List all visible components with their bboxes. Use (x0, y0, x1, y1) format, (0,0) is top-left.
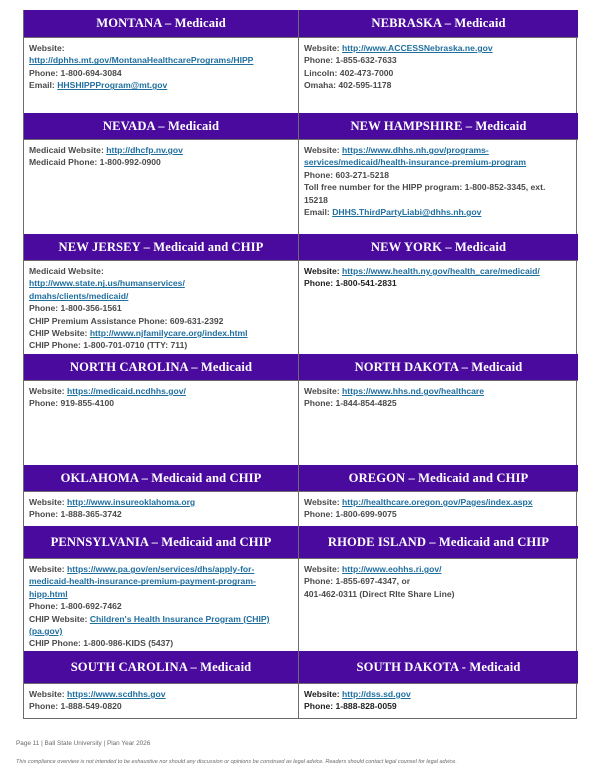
website-link[interactable]: http://dphhs.mt.gov/MontanaHealthcarePrograms/HIPP (29, 55, 254, 66)
website-link[interactable]: http://dhcfp.nv.gov (106, 145, 183, 155)
chip-phone: CHIP Phone: 1-800-986-KIDS (5437) (29, 638, 174, 649)
website-label: Website: (29, 386, 68, 396)
phone-text: Phone: 1-888-549-0820 (29, 701, 122, 712)
state-header: NEW YORK – Medicaid (299, 234, 578, 261)
website-label: Website: (29, 689, 68, 699)
website-label: Website: (29, 564, 68, 574)
state-card-montana (24, 10, 299, 113)
phone-text: Medicaid Phone: 1-800-992-0900 (29, 157, 161, 168)
email-link[interactable]: HHSHIPPProgram@mt.gov (57, 80, 168, 91)
phone-text: Phone: 919-855-4100 (29, 398, 115, 409)
state-header: OKLAHOMA – Medicaid and CHIP (24, 465, 298, 492)
email-label: Email: (29, 80, 58, 91)
chip-website-link[interactable]: http://www.njfamilycare.org/index.html (89, 328, 248, 339)
state-card-south-dakota (299, 651, 578, 718)
website-link[interactable]: https://medicaid.ncdhhs.gov/ (67, 386, 186, 396)
state-header: NEBRASKA – Medicaid (299, 10, 578, 38)
phone-omaha: Omaha: 402-595-1178 (304, 80, 392, 91)
chip-website-link[interactable]: Children's Health Insurance Program (CHIP) (89, 613, 270, 624)
state-details (299, 559, 578, 651)
state-header: MONTANA – Medicaid (24, 10, 298, 38)
state-card-new-jersey (24, 234, 299, 354)
phone-share-line: 401-462-0311 (Direct RIte Share Line) (304, 588, 455, 599)
state-header: SOUTH DAKOTA - Medicaid (299, 651, 578, 684)
website-link[interactable]: https://www.scdhhs.gov (67, 689, 166, 699)
website-link-continued[interactable]: services/medicaid/health-insurance-premium-program (304, 157, 527, 168)
website-label: Website: (304, 386, 343, 396)
website-label: Website: (304, 145, 343, 155)
website-label: Website: (304, 266, 343, 276)
website-link-continued[interactable]: medicaid-health-insurance-premium-payment-program- (29, 576, 256, 587)
website-link[interactable]: http://www.ACCESSNebraska.ne.gov (342, 43, 493, 53)
website-label: Website: (304, 564, 343, 574)
chip-website-label: CHIP Website: (29, 328, 90, 339)
toll-free-ext: 15218 (304, 194, 328, 205)
state-card-north-carolina (24, 354, 299, 465)
website-link-continued[interactable]: dmahs/clients/medicaid/ (29, 290, 129, 301)
website-link[interactable]: http://healthcare.oregon.gov/Pages/index.aspx (342, 497, 533, 507)
phone-text: Phone: 1-844-854-4825 (304, 398, 397, 409)
state-card-oklahoma (24, 465, 299, 526)
state-details (24, 140, 298, 234)
phone-text: Phone: 1-888-828-0059 (304, 701, 397, 712)
state-card-oregon (299, 465, 578, 526)
state-card-north-dakota (299, 354, 578, 465)
phone-text: Phone: 1-800-356-1561 (29, 303, 122, 314)
phone-lincoln: Lincoln: 402-473-7000 (304, 67, 394, 78)
website-link[interactable]: http://www.insureoklahoma.org (67, 497, 196, 507)
state-card-nebraska (299, 10, 578, 113)
state-contacts-table (23, 10, 577, 719)
state-card-new-york (299, 234, 578, 354)
state-details (299, 492, 578, 526)
state-card-pennsylvania (24, 526, 299, 651)
state-details (299, 381, 578, 465)
state-details (24, 381, 298, 465)
state-details (24, 559, 298, 651)
website-label: Website: (304, 689, 343, 699)
email-link[interactable]: DHHS.ThirdPartyLiabi@dhhs.nh.gov (332, 207, 482, 218)
state-header: PENNSYLVANIA – Medicaid and CHIP (24, 526, 298, 559)
state-card-new-hampshire (299, 113, 578, 234)
website-label: Medicaid Website: (29, 266, 104, 276)
website-link[interactable]: http://www.eohhs.ri.gov/ (342, 564, 442, 574)
website-link[interactable]: https://www.pa.gov/en/services/dhs/apply-for- (67, 564, 255, 574)
state-details (24, 684, 298, 718)
legal-disclaimer: This compliance overview is not intended to be exhaustive nor should any discussion or opinions be construed as legal advice. Readers should contact legal counsel for legal advice. (16, 759, 457, 765)
website-link[interactable]: http://dss.sd.gov (342, 689, 411, 699)
state-card-rhode-island (299, 526, 578, 651)
phone-text: Phone: 1-855-697-4347, or (304, 576, 411, 587)
state-details (299, 684, 578, 718)
state-header: SOUTH CAROLINA – Medicaid (24, 651, 298, 684)
phone-text: Phone: 1-855-632-7633 (304, 55, 397, 66)
chip-website-label: CHIP Website: (29, 613, 90, 624)
website-label: Website: (304, 497, 343, 507)
phone-text: Phone: 1-800-694-3084 (29, 67, 122, 78)
state-details (299, 140, 578, 234)
state-header: RHODE ISLAND – Medicaid and CHIP (299, 526, 578, 559)
state-header: OREGON – Medicaid and CHIP (299, 465, 578, 492)
state-details (24, 261, 298, 354)
website-link-continued[interactable]: hipp.html (29, 588, 68, 599)
website-label: Website: (29, 497, 68, 507)
phone-text: Phone: 1-800-692-7462 (29, 601, 122, 612)
state-header: NEVADA – Medicaid (24, 113, 298, 140)
state-header: NORTH DAKOTA – Medicaid (299, 354, 578, 381)
website-link[interactable]: https://www.dhhs.nh.gov/programs- (342, 145, 489, 155)
email-label: Email: (304, 207, 333, 218)
state-header: NEW JERSEY – Medicaid and CHIP (24, 234, 298, 261)
phone-text: Phone: 1-800-541-2831 (304, 278, 397, 289)
state-details (24, 492, 298, 526)
state-header: NEW HAMPSHIRE – Medicaid (299, 113, 578, 140)
chip-phone: CHIP Phone: 1-800-701-0710 (TTY: 711) (29, 340, 188, 351)
website-link[interactable]: https://www.health.ny.gov/health_care/medicaid/ (342, 266, 540, 276)
website-link[interactable]: http://www.state.nj.us/humanservices/ (29, 278, 185, 289)
toll-free-text: Toll free number for the HIPP program: 1-800-852-3345, ext. (304, 182, 546, 193)
website-label: Website: (29, 43, 65, 53)
page-footer: Page 11 | Ball State University | Plan Year 2026 (16, 740, 151, 747)
state-details (299, 38, 578, 113)
phone-text: Phone: 1-800-699-9075 (304, 509, 397, 520)
state-details (299, 261, 578, 354)
state-card-south-carolina (24, 651, 299, 718)
phone-text: Phone: 603-271-5218 (304, 169, 390, 180)
website-label: Medicaid Website: (29, 145, 107, 155)
state-card-nevada (24, 113, 299, 234)
chip-website-link-continued[interactable]: (pa.gov) (29, 626, 63, 637)
state-details (24, 38, 298, 113)
state-header: NORTH CAROLINA – Medicaid (24, 354, 298, 381)
chip-premium-phone: CHIP Premium Assistance Phone: 609-631-2392 (29, 315, 224, 326)
phone-text: Phone: 1-888-365-3742 (29, 509, 122, 520)
website-link[interactable]: https://www.hhs.nd.gov/healthcare (342, 386, 485, 396)
website-label: Website: (304, 43, 343, 53)
